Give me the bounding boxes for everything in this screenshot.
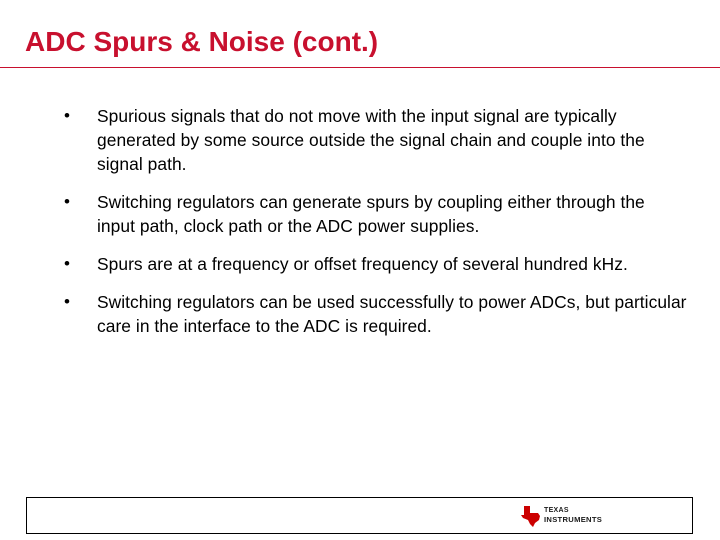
texas-state-icon bbox=[520, 505, 542, 527]
bullet-text: Switching regulators can be used successfully to power ADCs, but particular care in the interface to the ADC is required. bbox=[97, 292, 687, 336]
title-underline-rule bbox=[0, 67, 720, 68]
bullet-item bbox=[0, 252, 720, 276]
bullet-item bbox=[0, 190, 720, 238]
bullet-text: Spurs are at a frequency or offset frequency of several hundred kHz. bbox=[97, 254, 628, 274]
texas-state-shape bbox=[521, 506, 540, 527]
bullet-text: Switching regulators can generate spurs by coupling either through the input path, clock path or the ADC power supplies. bbox=[97, 192, 645, 236]
bullet-text: Spurious signals that do not move with the input signal are typically generated by some source outside the signal chain and couple into the signal path. bbox=[97, 106, 645, 174]
bullet-item bbox=[0, 104, 720, 176]
bullet-dot: • bbox=[64, 106, 70, 125]
bullet-dot: • bbox=[64, 292, 70, 311]
bullet-item bbox=[0, 290, 720, 338]
bullet-list bbox=[0, 104, 720, 352]
logo-wordmark bbox=[544, 507, 602, 524]
bullet-dot: • bbox=[64, 192, 70, 211]
bullet-dot: • bbox=[64, 254, 70, 273]
slide-title: ADC Spurs & Noise (cont.) bbox=[25, 26, 379, 57]
texas-instruments-logo bbox=[520, 505, 615, 527]
logo-line-instruments: INSTRUMENTS bbox=[544, 514, 603, 524]
logo-line-texas: TEXAS bbox=[544, 507, 569, 514]
